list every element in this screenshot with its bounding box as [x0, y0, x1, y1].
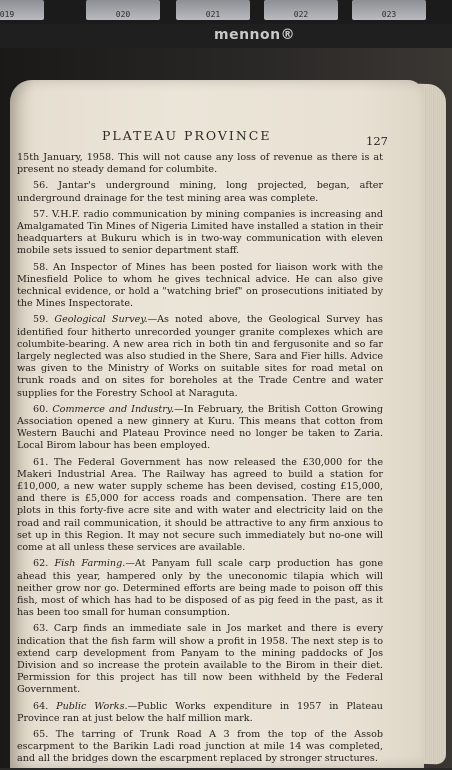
paragraph [17, 729, 383, 766]
paragraph-body: The Federal Government has now released the £30,000 for the Makeri Industrial Area. The Railway has agreed to build a station for £10,000, a new water supply scheme has been devised, costing £15,000, and there is £5,000 for access roads and compensation. There are ten plots in this forty-five acre site and with water and electricity laid on the road and rail communication, it should be attractive to any firm anxious to set up in this Region. It may not secure such immediately but no-one will come at all unless these services are available. [17, 456, 383, 554]
paragraph-number: 65. [33, 728, 56, 740]
body-text [17, 152, 383, 770]
frame-number: 021 [205, 10, 221, 19]
paragraph [17, 701, 383, 725]
paragraph-body: Carp finds an immediate sale in Jos market and there is every indication that the fish farm will show a profit in 1958. The next step is to extend carp development from Panyam to the mining paddocks of Jos Division and so increase the protein available to the Birom in their diet. Permission for this project has till now been withheld by the Federal Government. [17, 623, 383, 696]
paragraph-number: 63. [33, 623, 54, 635]
paragraph-title: Public Works. [56, 700, 128, 712]
paragraph-body: V.H.F. radio communication by mining companies is increasing and Amalgamated Tin Mines of Nigeria Limited have installed a station in their headquarters at Bukuru which is in two-way communication with eleven mobile sets issued to senior department staff. [17, 208, 383, 257]
paragraph [17, 180, 383, 204]
paragraph [17, 262, 383, 311]
film-strip [0, 0, 452, 24]
page-number: 127 [366, 134, 388, 148]
paragraph [17, 209, 383, 258]
paragraph-title: Commerce and Industry. [52, 403, 174, 415]
paragraph [17, 457, 383, 555]
paragraph-title: Fish Farming. [54, 558, 126, 570]
paragraph-body: —At Panyam full scale carp production has gone ahead this year, hampered only by the uneconomic tilapia which will neither grow nor go. Determined efforts are being made to poison off this fish, most of which has had to be disposed of as pig feed in the past, as it has been too small for human consumption. [17, 558, 383, 619]
paragraph-body: An Inspector of Mines has been posted for liaison work with the Minesfield Police to whom he gives technical advice. He can also give technical evidence, or hold a "watching brief" on prosecutions initiated by the Mines Inspectorate. [17, 261, 384, 310]
frame-number: 020 [115, 10, 131, 19]
paragraph [17, 314, 383, 399]
film-frame [86, 0, 160, 20]
film-frame [176, 0, 250, 20]
paragraph-title: Geological Survey. [54, 314, 148, 326]
paragraph-body: The tarring of Trunk Road A 3 from the top of the Assob escarpment to the Barikin Ladi road junction at mile 14 was completed, and all the bridges down the escarpment replaced by stronger structures. [17, 728, 383, 765]
paragraph-number: 57. [33, 208, 52, 220]
paragraph-body: Jantar's underground mining, long projected, began, after underground drainage for the test mining area was complete. [17, 180, 383, 204]
frame-number: 022 [293, 10, 309, 19]
paragraph [17, 404, 383, 453]
paragraph-number: 59. [33, 314, 55, 326]
film-frame [352, 0, 426, 20]
film-frame [264, 0, 338, 20]
paragraph-number: 64. [33, 700, 57, 712]
paragraph-body: —As noted above, the Geological Survey has identified four hitherto unrecorded younger granite complexes which are columbite-bearing. A new area rich in both tin and fergusonite and so far largely neglected was also studied in the Shere, Sara and Fier hills. Advice was given to the Ministry of Works on suitable sites for road metal on trunk roads and on sites for boreholes at the Trade Centre and water supplies for the Forestry School at Naraguta. [17, 314, 383, 399]
brand-logo: mennon® [214, 27, 296, 43]
paragraph-number: 60. [33, 403, 53, 415]
running-header: PLATEAU PROVINCE [102, 128, 272, 143]
paragraph [17, 152, 383, 176]
frame-number: 019 [0, 10, 15, 19]
frame-number: 023 [381, 10, 397, 19]
paragraph-number: 62. [33, 558, 55, 570]
paragraph [17, 623, 383, 696]
paragraph-body: 15th January, 1958. This will not cause any loss of revenue as there is at present no steady demand for columbite. [17, 152, 383, 176]
paragraph-number: 56. [33, 180, 59, 192]
film-frame [0, 0, 44, 20]
paragraph-number: 58. [33, 261, 53, 273]
paragraph-body: —In February, the British Cotton Growing Association opened a new ginnery at Kuru. This means that cotton from Western Bauchi and Plateau Province need no longer be taken to Zaria. Local Birom labour has been employed. [17, 403, 383, 452]
paragraph-number: 61. [33, 456, 54, 468]
paragraph [17, 558, 383, 619]
paragraph-body: —Public Works expenditure in 1957 in Plateau Province ran at just below the half million mark. [17, 700, 383, 724]
scanner-brand-bar [0, 24, 452, 50]
